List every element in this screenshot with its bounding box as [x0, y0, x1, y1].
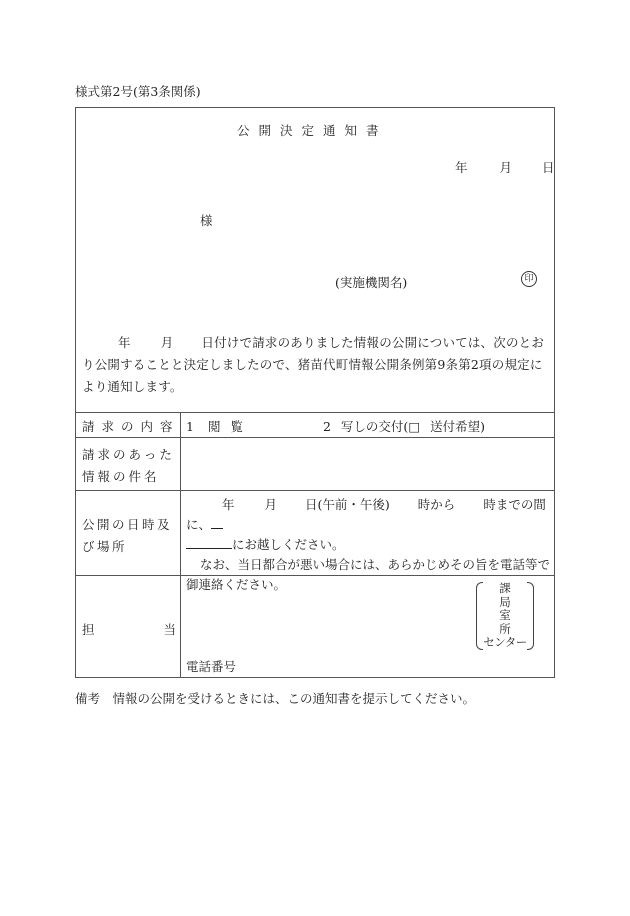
schedule-from: 時から	[417, 497, 456, 512]
row-divider	[75, 490, 555, 491]
mail-request-label: 送付希望)	[430, 419, 486, 434]
date-day: 日	[542, 160, 555, 175]
schedule-year: 年	[222, 497, 235, 512]
left-bracket	[476, 582, 483, 650]
schedule-place-label: 公開の日時及び場所	[82, 517, 173, 554]
dept-ka: 課	[499, 581, 511, 595]
form-number: 様式第2号(第3条関係)	[75, 84, 201, 99]
label-left: 担	[82, 622, 95, 637]
place-blank-cont[interactable]	[186, 536, 232, 549]
body-month: 月	[160, 335, 174, 350]
schedule-month: 月	[264, 497, 278, 512]
place-blank[interactable]	[211, 516, 223, 529]
schedule-note: なお、当日都合が悪い場合には、あらかじめその旨を電話等で御連絡ください。	[186, 557, 551, 592]
issue-date	[455, 158, 555, 176]
row-divider	[75, 437, 555, 438]
option-2-number: 2	[322, 419, 331, 434]
table-top-line	[75, 412, 555, 413]
schedule-until: 時までの間に、	[186, 497, 546, 532]
dept-sho: 所	[499, 621, 511, 636]
document-title: 公開決定通知書	[237, 123, 388, 138]
date-month: 月	[499, 160, 513, 175]
department-options	[476, 582, 534, 650]
option-copy[interactable]: 写しの交付(	[340, 419, 409, 434]
schedule-day-ampm: 日(午前・午後)	[305, 497, 390, 512]
column-divider	[180, 412, 181, 678]
seal-icon: 印	[521, 271, 537, 287]
label-right: 当	[163, 622, 176, 637]
schedule-visit: にお越しください。	[232, 537, 345, 552]
dept-shitsu: 室	[499, 608, 511, 622]
request-content-label: 請求の内容	[82, 419, 180, 434]
right-bracket	[527, 582, 534, 650]
body-text: 日付けで請求のありました情報の公開については、次のとおり公開することと決定しましたので、猪苗代町情報公開条例第9条第2項の規定により通知します。	[82, 335, 545, 394]
option-1-number: 1	[186, 419, 194, 434]
requested-info-title-field[interactable]	[186, 444, 546, 484]
phone-number-label: 電話番号	[186, 659, 237, 674]
person-in-charge-label	[82, 620, 176, 638]
mail-checkbox[interactable]: □	[408, 419, 421, 434]
remarks: 備考 情報の公開を受けるときには、この通知書を提示してください。	[75, 691, 476, 706]
schedule-place-text	[186, 495, 552, 595]
option-view[interactable]: 閲覧	[207, 419, 253, 434]
body-year: 年	[118, 335, 131, 350]
dept-center: センター	[483, 635, 527, 649]
request-content-options	[186, 417, 485, 435]
date-year: 年	[455, 160, 468, 175]
notice-body	[82, 332, 550, 398]
dept-kyoku: 局	[499, 594, 511, 609]
addressee-suffix: 様	[200, 213, 213, 228]
requested-info-title-label: 請求のあった情報の件名	[82, 447, 175, 484]
agency-name-label: (実施機関名)	[335, 275, 408, 290]
